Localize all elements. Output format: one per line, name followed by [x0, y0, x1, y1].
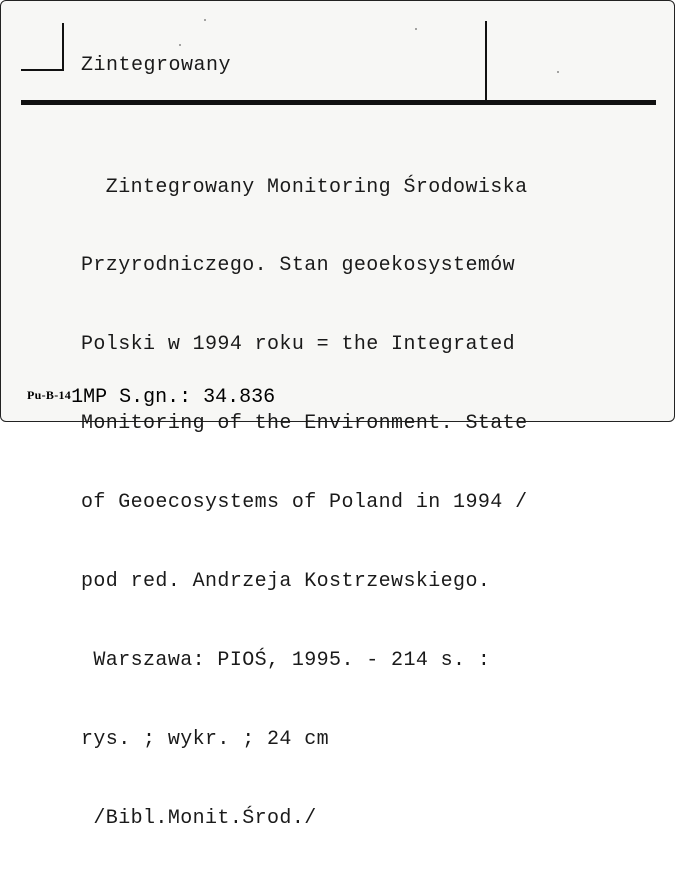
- call-number: 1MP S.gn.: 34.836: [71, 386, 276, 409]
- paper-speck: [204, 19, 206, 21]
- description-line: Przyrodniczego. Stan geoekosystemów: [81, 254, 516, 278]
- description-line: Zintegrowany Monitoring Środowiska: [81, 175, 528, 199]
- description-line: /Bibl.Monit.Środ./: [81, 806, 317, 830]
- description-line: pod red. Andrzeja Kostrzewskiego.: [81, 570, 491, 594]
- header-divider-vertical: [485, 21, 487, 101]
- paper-speck: [415, 28, 417, 30]
- shelf-mark: [27, 385, 275, 409]
- bibliographic-description: [81, 122, 527, 885]
- description-line: Warszawa: PIOŚ, 1995. - 214 s. :: [81, 648, 491, 672]
- paper-speck: [557, 71, 559, 73]
- description-line: Monitoring of the Environment. State: [81, 412, 528, 436]
- description-line: rys. ; wykr. ; 24 cm: [81, 727, 330, 751]
- card-heading: Zintegrowany: [81, 54, 232, 77]
- corner-bracket-vertical: [62, 23, 64, 71]
- library-stamp: Pu-B-14: [27, 388, 72, 402]
- header-rule: [21, 100, 656, 105]
- description-line: Polski w 1994 roku = the Integrated: [81, 333, 516, 357]
- paper-speck: [179, 44, 181, 46]
- corner-bracket-horizontal: [21, 69, 64, 71]
- description-line: of Geoecosystems of Poland in 1994 /: [81, 491, 528, 515]
